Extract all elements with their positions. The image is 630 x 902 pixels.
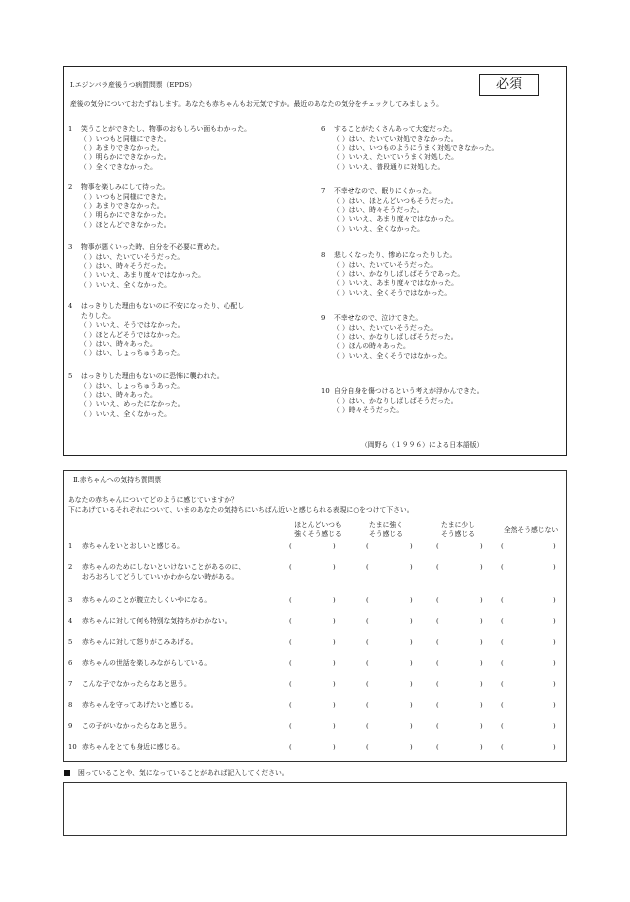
answer-option[interactable]: （ ）はい、時々そうだった。	[333, 206, 424, 214]
answer-option[interactable]: （ ）いいえ、あまり度々ではなかった。	[333, 215, 458, 224]
answer-option[interactable]: （ ）いつもと同様にできた。	[80, 134, 171, 143]
answer-paren-open[interactable]: (	[366, 701, 369, 709]
column-header-never: 全然そう感じない	[503, 526, 559, 534]
epds-question-8	[321, 251, 561, 298]
question-text: 悲しくなったり、惨めになったりした。	[334, 251, 457, 259]
column-header-sometimes-slight: たまに少し そう感じる	[441, 521, 475, 538]
answer-paren-close[interactable]: )	[410, 701, 413, 709]
baby-item-row	[68, 701, 563, 711]
answer-paren-open[interactable]: (	[436, 596, 439, 604]
item-number: 3	[68, 596, 73, 604]
answer-option[interactable]: （ ）いいえ、全くそうではなかった。	[333, 288, 452, 297]
answer-option[interactable]: （ ）はい、かなりしばしばそうだった。	[333, 333, 458, 341]
item-number: 1	[68, 542, 73, 550]
item-text: 赤ちゃんをとても身近に感じる。	[82, 743, 184, 751]
answer-paren-close[interactable]: )	[333, 680, 336, 688]
answer-option[interactable]: （ ）いいえ、全くなかった。	[333, 224, 424, 233]
question-number: 2	[68, 183, 73, 191]
answer-paren-open[interactable]: (	[501, 659, 504, 667]
answer-paren-close[interactable]: )	[553, 542, 556, 550]
baby-item-row	[68, 659, 563, 669]
answer-option[interactable]: （ ）いいえ、全くそうではなかった。	[333, 351, 452, 360]
question-number: 3	[68, 243, 73, 251]
answer-paren-close[interactable]: )	[333, 659, 336, 667]
answer-option[interactable]: （ ）はい、いつものようにうまく対処できなかった。	[333, 144, 499, 152]
answer-paren-close[interactable]: )	[553, 596, 556, 604]
baby-item-row	[68, 542, 563, 552]
answer-paren-close[interactable]: )	[333, 743, 336, 751]
item-text: 赤ちゃんの世話を楽しみながらしている。	[82, 659, 212, 667]
answer-paren-close[interactable]: )	[410, 659, 413, 667]
answer-paren-open[interactable]: (	[436, 701, 439, 709]
answer-paren-close[interactable]: )	[410, 617, 413, 625]
answer-paren-close[interactable]: )	[410, 563, 413, 571]
item-number: 9	[68, 722, 73, 730]
answer-paren-open[interactable]: (	[289, 563, 292, 571]
item-text: 赤ちゃんをいとおしいと感じる。	[82, 542, 184, 550]
item-text-line2: おろおろしてどうしていいかわからない時がある。	[82, 573, 239, 581]
item-number: 5	[68, 638, 73, 646]
answer-paren-close[interactable]: )	[553, 659, 556, 667]
item-number: 4	[68, 617, 73, 625]
answer-paren-open[interactable]: (	[289, 596, 292, 604]
question-text-line: たりした。	[81, 311, 115, 320]
answer-paren-close[interactable]: )	[410, 680, 413, 688]
item-number: 7	[68, 680, 73, 688]
epds-question-7	[321, 187, 561, 234]
epds-question-1	[68, 125, 308, 172]
item-text: 赤ちゃんのことが腹立たしくいやになる。	[82, 596, 212, 604]
epds-question-6	[321, 125, 561, 172]
question-text: 不幸せなので、眠りにくかった。	[334, 187, 436, 195]
question-number: 10	[321, 387, 330, 395]
answer-option[interactable]: （ ）はい、かなりしばしばそうだった。	[333, 396, 458, 405]
epds-question-4	[68, 302, 308, 359]
item-number: 10	[68, 743, 77, 751]
answer-paren-close[interactable]: )	[480, 563, 483, 571]
answer-paren-close[interactable]: )	[480, 542, 483, 550]
baby-item-row	[68, 596, 563, 606]
epds-citation: （岡野ら（１９９６）による日本語版）	[361, 441, 484, 449]
answer-paren-close[interactable]: )	[333, 596, 336, 604]
answer-paren-open[interactable]: (	[501, 563, 504, 571]
answer-option[interactable]: （ ）はい、しょっちゅうあった。	[80, 381, 185, 390]
answer-paren-open[interactable]: (	[436, 638, 439, 646]
answer-option[interactable]: （ ）はい、たいていそうだった。	[80, 252, 185, 261]
answer-paren-close[interactable]: )	[333, 638, 336, 646]
required-badge: 必須	[479, 74, 539, 96]
answer-option[interactable]: （ ）いいえ、全くなかった。	[80, 409, 171, 418]
answer-paren-open[interactable]: (	[501, 638, 504, 646]
item-number: 2	[68, 563, 73, 571]
answer-paren-open[interactable]: (	[501, 596, 504, 604]
question-number: 1	[68, 125, 73, 133]
answer-option[interactable]: （ ）いいえ、めったになかった。	[80, 400, 185, 409]
baby-item-row	[68, 563, 563, 581]
answer-paren-open[interactable]: (	[366, 722, 369, 730]
answer-option[interactable]: （ ）あまりできなかった。	[80, 202, 164, 210]
answer-paren-close[interactable]: )	[480, 743, 483, 751]
epds-question-5	[68, 372, 308, 419]
answer-paren-open[interactable]: (	[366, 542, 369, 550]
answer-paren-open[interactable]: (	[436, 563, 439, 571]
baby-item-row	[68, 722, 563, 732]
answer-paren-close[interactable]: )	[480, 638, 483, 646]
epds-intro: 産後の気分についておたずねします。あなたも赤ちゃんもお元気ですか。最近のあなたの気分をチェックしてみましょう。	[70, 100, 443, 108]
answer-option[interactable]: （ ）いいえ、普段通りに対処した。	[333, 162, 445, 171]
answer-paren-open[interactable]: (	[501, 542, 504, 550]
answer-option[interactable]: （ ）はい、たいていそうだった。	[333, 323, 438, 332]
answer-paren-close[interactable]: )	[333, 563, 336, 571]
answer-option[interactable]: （ ）ほとんどそうではなかった。	[80, 330, 185, 339]
concerns-textarea[interactable]	[63, 782, 567, 836]
item-text: 赤ちゃんのためにしないといけないことがあるのに、	[82, 563, 246, 571]
question-text: はっきりした理由もないのに恐怖に襲われた。	[81, 372, 224, 380]
baby-section-intro-1: あなたの赤ちゃんについてどのように感じていますか？	[68, 496, 238, 504]
answer-option[interactable]: （ ）いいえ、あまり度々ではなかった。	[80, 271, 205, 280]
question-text-line: はっきりした理由もないのに不安になったり、心配し	[81, 302, 245, 310]
question-number: 4	[68, 302, 73, 310]
question-text: 自分自身を傷つけるという考えが浮かんできた。	[334, 387, 484, 395]
answer-paren-close[interactable]: )	[553, 722, 556, 730]
answer-paren-open[interactable]: (	[366, 659, 369, 667]
answer-paren-close[interactable]: )	[553, 638, 556, 646]
answer-option[interactable]: （ ）いいえ、全くなかった。	[80, 280, 171, 289]
answer-paren-close[interactable]: )	[553, 680, 556, 688]
baby-section-title: Ⅱ.赤ちゃんへの気持ち質問票	[73, 476, 162, 484]
answer-paren-open[interactable]: (	[289, 542, 292, 550]
answer-paren-open[interactable]: (	[366, 596, 369, 604]
answer-paren-open[interactable]: (	[501, 617, 504, 625]
baby-section-intro-2: 下にあげているそれぞれについて、いまのあなたの気持ちにいちばん近いと感じられる表現に○をつけて下さい。	[68, 506, 414, 514]
item-text: こんな子でなかったらなあと思う。	[82, 680, 191, 688]
answer-paren-open[interactable]: (	[436, 542, 439, 550]
answer-paren-close[interactable]: )	[410, 722, 413, 730]
epds-question-10	[321, 387, 561, 415]
answer-paren-open[interactable]: (	[366, 617, 369, 625]
item-number: 8	[68, 701, 73, 709]
concerns-label: 困っていることや、気になっていることがあれば記入してください。	[78, 769, 289, 777]
answer-option[interactable]: （ ）はい、たいてい対処できなかった。	[333, 134, 458, 143]
baby-item-row	[68, 638, 563, 648]
bullet-square	[64, 770, 70, 776]
answer-option[interactable]: （ ）はい、時々そうだった。	[80, 262, 171, 270]
epds-question-2	[68, 183, 308, 230]
column-header-sometimes-strong: たまに強く そう感じる	[369, 521, 403, 538]
answer-option[interactable]: （ ）はい、時々あった。	[80, 340, 157, 348]
answer-option[interactable]: （ ）いつもと同様にできた。	[80, 192, 171, 201]
answer-paren-open[interactable]: (	[366, 638, 369, 646]
answer-paren-close[interactable]: )	[333, 701, 336, 709]
question-text: することがたくさんあって大変だった。	[334, 125, 457, 133]
answer-paren-close[interactable]: )	[333, 617, 336, 625]
answer-paren-open[interactable]: (	[501, 680, 504, 688]
answer-paren-close[interactable]: )	[553, 563, 556, 571]
answer-option[interactable]: （ ）あまりできなかった。	[80, 144, 164, 152]
baby-item-row	[68, 617, 563, 627]
epds-question-9	[321, 314, 561, 361]
answer-option[interactable]: （ ）いいえ、そうではなかった。	[80, 321, 185, 330]
answer-option[interactable]: （ ）全くできなかった。	[80, 162, 157, 171]
answer-option[interactable]: （ ）はい、かなりしばしばそうであった。	[333, 270, 465, 278]
answer-paren-open[interactable]: (	[289, 680, 292, 688]
answer-paren-close[interactable]: )	[333, 542, 336, 550]
answer-paren-open[interactable]: (	[436, 680, 439, 688]
answer-paren-open[interactable]: (	[289, 701, 292, 709]
item-text: この子がいなかったらなあと思う。	[82, 722, 191, 730]
epds-title: Ⅰ.エジンバラ産後うつ病質問票（EPDS）	[70, 81, 196, 89]
answer-option[interactable]: （ ）はい、ほとんどいつもそうだった。	[333, 196, 458, 205]
answer-paren-close[interactable]: )	[553, 617, 556, 625]
answer-option[interactable]: （ ）はい、しょっちゅうあった。	[80, 349, 185, 358]
answer-paren-open[interactable]: (	[289, 638, 292, 646]
answer-paren-open[interactable]: (	[501, 722, 504, 730]
answer-option[interactable]: （ ）明らかにできなかった。	[80, 153, 171, 162]
answer-paren-open[interactable]: (	[436, 617, 439, 625]
epds-question-3	[68, 243, 308, 290]
answer-paren-close[interactable]: )	[410, 638, 413, 646]
question-text: 不幸せなので、泣けてきた。	[334, 314, 423, 322]
answer-paren-open[interactable]: (	[289, 617, 292, 625]
item-text: 赤ちゃんを守ってあげたいと感じる。	[82, 701, 198, 709]
answer-paren-close[interactable]: )	[480, 617, 483, 625]
answer-option[interactable]: （ ）はい、時々あった。	[80, 391, 157, 399]
item-text: 赤ちゃんに対して何も特別な気持ちがわかない。	[82, 617, 232, 625]
answer-paren-close[interactable]: )	[480, 722, 483, 730]
item-text: 赤ちゃんに対して怒りがこみあげる。	[82, 638, 198, 646]
answer-option[interactable]: （ ）時々そうだった。	[333, 406, 404, 414]
answer-paren-close[interactable]: )	[480, 596, 483, 604]
answer-paren-close[interactable]: )	[480, 680, 483, 688]
answer-paren-close[interactable]: )	[480, 659, 483, 667]
answer-paren-open[interactable]: (	[501, 701, 504, 709]
answer-option[interactable]: （ ）明らかにできなかった。	[80, 211, 171, 220]
item-number: 6	[68, 659, 73, 667]
question-text	[81, 302, 244, 321]
answer-option[interactable]: （ ）ほとんどできなかった。	[80, 220, 171, 229]
question-number: 9	[321, 314, 326, 322]
answer-paren-open[interactable]: (	[366, 680, 369, 688]
answer-paren-open[interactable]: (	[289, 659, 292, 667]
answer-paren-open[interactable]: (	[436, 722, 439, 730]
answer-paren-open[interactable]: (	[436, 659, 439, 667]
question-text: 物事が悪くいった時、自分を不必要に責めた。	[81, 243, 224, 251]
answer-paren-open[interactable]: (	[366, 563, 369, 571]
answer-paren-open[interactable]: (	[501, 743, 504, 751]
answer-option[interactable]: （ ）ほんの時々あった。	[333, 342, 410, 351]
column-header-always: ほとんどいつも 強くそう感じる	[294, 521, 342, 538]
answer-paren-open[interactable]: (	[436, 743, 439, 751]
answer-option[interactable]: （ ）いいえ、あまり度々ではなかった。	[333, 279, 458, 288]
answer-paren-close[interactable]: )	[410, 743, 413, 751]
answer-paren-open[interactable]: (	[289, 743, 292, 751]
question-text: 物事を楽しみにして待った。	[81, 183, 170, 191]
answer-option[interactable]: （ ）いいえ、たいていうまく対処した。	[333, 153, 458, 162]
question-number: 5	[68, 372, 73, 380]
answer-paren-close[interactable]: )	[410, 596, 413, 604]
answer-paren-close[interactable]: )	[410, 542, 413, 550]
answer-paren-open[interactable]: (	[289, 722, 292, 730]
question-number: 8	[321, 251, 326, 259]
answer-paren-open[interactable]: (	[366, 743, 369, 751]
baby-item-row	[68, 743, 563, 753]
answer-paren-close[interactable]: )	[480, 701, 483, 709]
answer-paren-close[interactable]: )	[553, 743, 556, 751]
answer-option[interactable]: （ ）はい、たいていそうだった。	[333, 260, 438, 269]
answer-paren-close[interactable]: )	[333, 722, 336, 730]
answer-paren-close[interactable]: )	[553, 701, 556, 709]
question-number: 7	[321, 187, 326, 195]
question-number: 6	[321, 125, 326, 133]
question-text: 笑うことができたし、物事のおもしろい面もわかった。	[81, 125, 251, 133]
baby-item-row	[68, 680, 563, 690]
